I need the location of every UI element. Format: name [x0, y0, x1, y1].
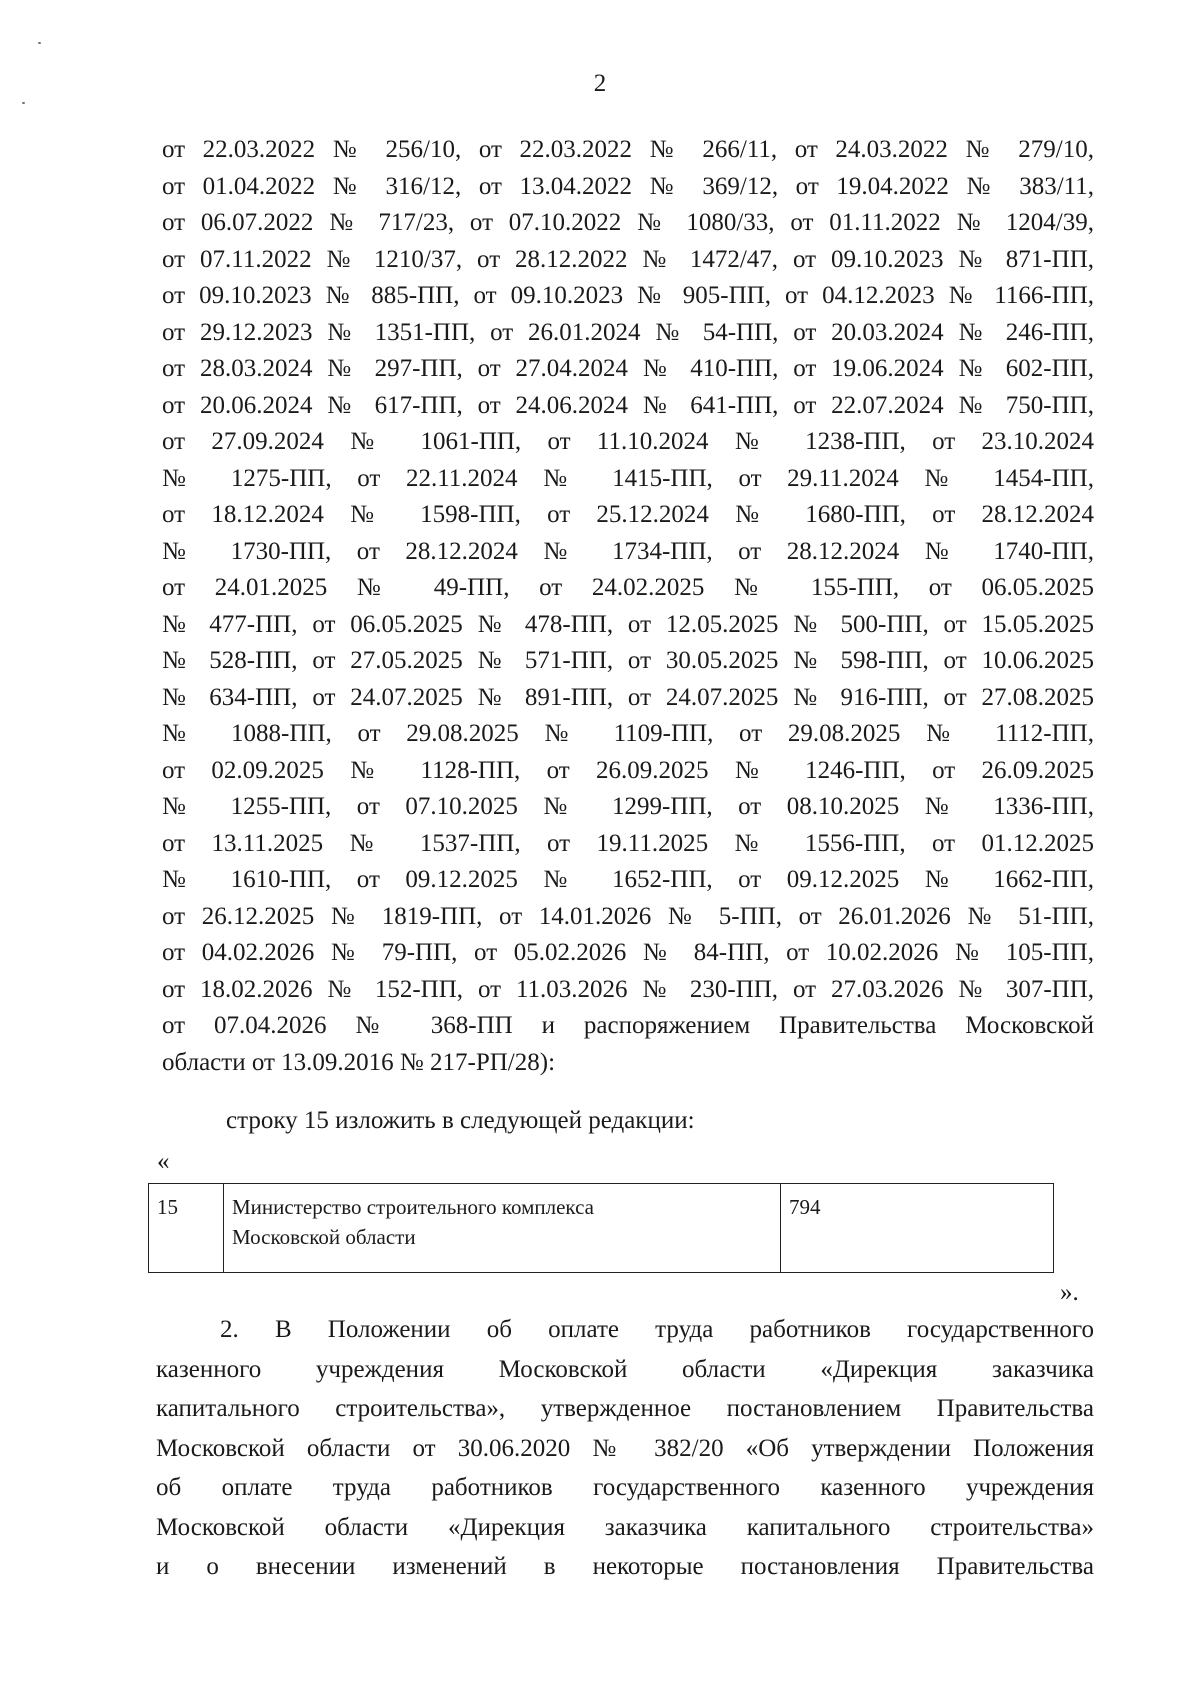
page-number: 2	[593, 70, 607, 97]
text-line: Московской области «Дирекция заказчика капитального строительства»	[156, 1513, 1094, 1541]
text-line: № 1730-ПП, от 28.12.2024 № 1734-ПП, от 28.12.2024 № 1740-ПП,	[162, 537, 1094, 565]
value-cell: 794	[781, 1184, 1054, 1273]
text-line: № 528-ПП, от 27.05.2025 № 571-ПП, от 30.05.2025 № 598-ПП, от 10.06.2025	[162, 647, 1094, 674]
text-line: № 477-ПП, от 06.05.2025 № 478-ПП, от 12.05.2025 № 500-ПП, от 15.05.2025	[162, 610, 1094, 638]
text-line: об оплате труда работников государственного казенного учреждения	[156, 1474, 1094, 1501]
text-line: от 20.06.2024 № 617-ПП, от 24.06.2024 № 641-ПП, от 22.07.2024 № 750-ПП,	[162, 391, 1094, 419]
text-line: № 1275-ПП, от 22.11.2024 № 1415-ПП, от 29.11.2024 № 1454-ПП,	[162, 464, 1094, 492]
text-line: от 04.02.2026 № 79-ПП, от 05.02.2026 № 84-ПП, от 10.02.2026 № 105-ПП,	[162, 939, 1094, 966]
text-line: от 28.03.2024 № 297-ПП, от 27.04.2024 № 410-ПП, от 19.06.2024 № 602-ПП,	[162, 355, 1094, 382]
text-line: и о внесении изменений в некоторые постановления Правительства	[156, 1553, 1094, 1580]
text-line: от 01.04.2022 № 316/12, от 13.04.2022 № 369/12, от 19.04.2022 № 383/11,	[162, 172, 1094, 200]
instruction-text: строку 15 изложить в следующей редакции:	[226, 1107, 695, 1134]
references-paragraph	[162, 132, 1094, 1081]
organization-name-line: Министерство строительного комплекса	[232, 1195, 594, 1219]
text-line: от 18.12.2024 № 1598-ПП, от 25.12.2024 № 1680-ПП, от 28.12.2024	[162, 501, 1094, 528]
text-line: от 07.04.2026 № 368-ПП и распоряжением Правительства Московской	[162, 1012, 1094, 1039]
scan-speck	[22, 102, 25, 104]
text-line: области от 13.09.2016 № 217-РП/28):	[162, 1048, 556, 1076]
text-line: от 24.01.2025 № 49-ПП, от 24.02.2025 № 155-ПП, от 06.05.2025	[162, 574, 1094, 601]
text-line: от 27.09.2024 № 1061-ПП, от 11.10.2024 № 1238-ПП, от 23.10.2024	[162, 428, 1094, 455]
text-line: № 1610-ПП, от 09.12.2025 № 1652-ПП, от 09.12.2025 № 1662-ПП,	[162, 866, 1094, 893]
text-line: казенного учреждения Московской области «Дирекция заказчика	[156, 1355, 1094, 1383]
closing-quote: ».	[1060, 1279, 1079, 1306]
opening-quote: «	[157, 1148, 170, 1175]
organization-cell	[224, 1184, 781, 1273]
text-line: № 1088-ПП, от 29.08.2025 № 1109-ПП, от 29.08.2025 № 1112-ПП,	[162, 720, 1094, 747]
text-line: капитального строительства», утвержденное постановлением Правительства	[156, 1395, 1094, 1422]
text-line: от 06.07.2022 № 717/23, от 07.10.2022 № 1080/33, от 01.11.2022 № 1204/39,	[162, 209, 1094, 236]
amendment-table	[148, 1183, 1054, 1273]
row-number-cell: 15	[149, 1184, 224, 1273]
text-line: от 18.02.2026 № 152-ПП, от 11.03.2026 № 230-ПП, от 27.03.2026 № 307-ПП,	[162, 975, 1094, 1003]
text-line: от 26.12.2025 № 1819-ПП, от 14.01.2026 № 5-ПП, от 26.01.2026 № 51-ПП,	[162, 902, 1094, 930]
text-line: № 1255-ПП, от 07.10.2025 № 1299-ПП, от 08.10.2025 № 1336-ПП,	[162, 793, 1094, 820]
text-line: от 02.09.2025 № 1128-ПП, от 26.09.2025 № 1246-ПП, от 26.09.2025	[162, 756, 1094, 784]
text-line: от 22.03.2022 № 256/10, от 22.03.2022 № 266/11, от 24.03.2022 № 279/10,	[162, 136, 1094, 163]
organization-name-line: Московской области	[232, 1225, 416, 1249]
text-line: Московской области от 30.06.2020 № 382/20 «Об утверждении Положения	[156, 1434, 1094, 1462]
text-line: от 07.11.2022 № 1210/37, от 28.12.2022 № 1472/47, от 09.10.2023 № 871-ПП,	[162, 245, 1094, 273]
text-line: 2. В Положении об оплате труда работников государственного	[220, 1316, 1094, 1343]
paragraph-2	[156, 1310, 1094, 1587]
text-line: от 29.12.2023 № 1351-ПП, от 26.01.2024 № 54-ПП, от 20.03.2024 № 246-ПП,	[162, 318, 1094, 346]
text-line: № 634-ПП, от 24.07.2025 № 891-ПП, от 24.07.2025 № 916-ПП, от 27.08.2025	[162, 683, 1094, 711]
scan-speck	[38, 42, 41, 44]
text-line: от 13.11.2025 № 1537-ПП, от 19.11.2025 № 1556-ПП, от 01.12.2025	[162, 829, 1094, 857]
table-row	[149, 1184, 1054, 1273]
text-line: от 09.10.2023 № 885-ПП, от 09.10.2023 № 905-ПП, от 04.12.2023 № 1166-ПП,	[162, 282, 1094, 309]
